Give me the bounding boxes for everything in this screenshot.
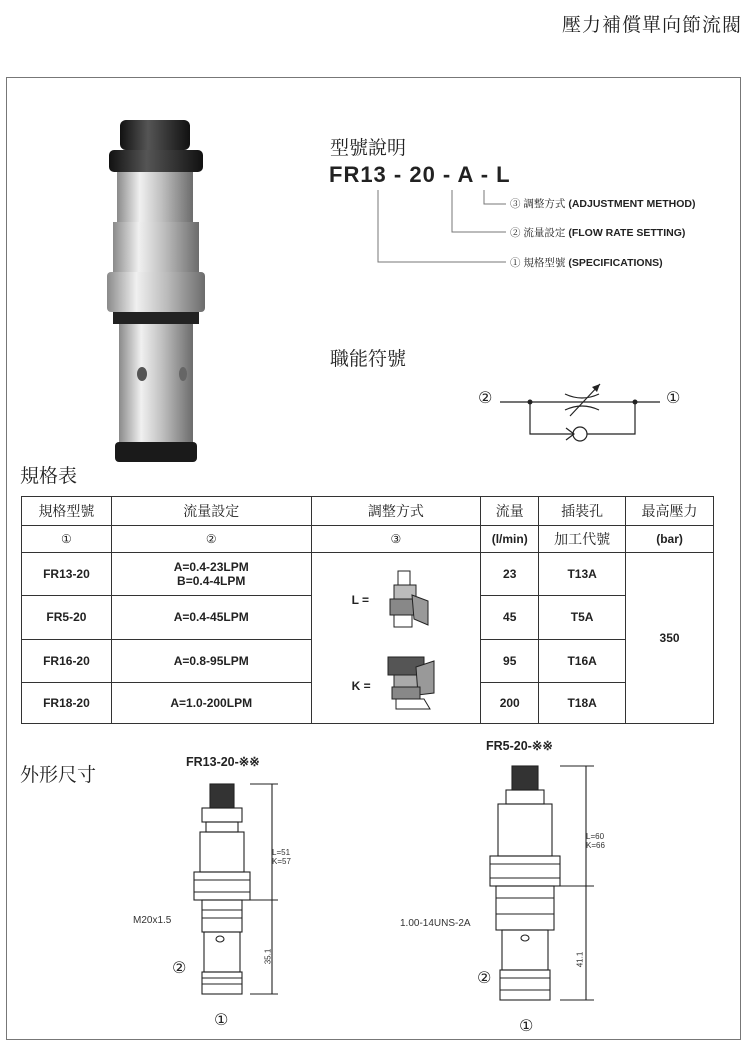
legend-adjustment: ③ 調整方式 (ADJUSTMENT METHOD): [510, 198, 696, 210]
header-flow-unit: (l/min): [481, 526, 539, 553]
row-cavity: T18A: [539, 682, 626, 723]
legend-flow-rate: ② 流量設定 (FLOW RATE SETTING): [510, 227, 686, 239]
page-title: 壓力補償單向節流閥: [561, 14, 742, 36]
valve-photo: [95, 112, 225, 472]
k-adjuster-drawing: [384, 653, 436, 711]
model-leader-lines: [370, 188, 520, 268]
spec-table: [21, 496, 714, 724]
right-drawing-label: FR5-20-※※: [486, 739, 553, 753]
model-code: FR13 - 20 - A - L: [329, 162, 511, 187]
row-setting: A=0.4-23LPM B=0.4-4LPM: [111, 553, 311, 596]
row-setting: A=0.4-45LPM: [111, 596, 311, 639]
header-cavity: 插裝孔: [539, 497, 626, 526]
row-flow: 95: [481, 639, 539, 682]
adjust-cell: [311, 553, 481, 724]
symbol-port-1: ①: [666, 388, 681, 407]
row-setting: A=0.8-95LPM: [111, 639, 311, 682]
header-flow: 流量: [481, 497, 539, 526]
left-port-2: ②: [172, 958, 187, 977]
row-model: FR16-20: [22, 639, 112, 682]
l-adjuster-drawing: [384, 569, 432, 631]
symbol-port-2: ②: [478, 388, 493, 407]
right-port-2: ②: [477, 968, 492, 987]
row-model: FR5-20: [22, 596, 112, 639]
fr13-outline-drawing: [180, 778, 290, 1010]
header-adjust-num: ③: [311, 526, 481, 553]
right-port-1: ①: [519, 1016, 534, 1035]
row-flow: 23: [481, 553, 539, 596]
row-cavity: T5A: [539, 596, 626, 639]
dimension-section-title: 外形尺寸: [20, 764, 97, 786]
header-pressure-unit: (bar): [626, 526, 714, 553]
left-drawing-label: FR13-20-※※: [186, 755, 260, 769]
fr5-outline-drawing: [480, 762, 600, 1014]
header-adjust: 調整方式: [311, 497, 481, 526]
pressure-value: 350: [626, 553, 714, 724]
left-thread-label: M20x1.5: [133, 915, 172, 926]
header-spec: 規格型號: [22, 497, 112, 526]
row-model: FR18-20: [22, 682, 112, 723]
row-setting: A=1.0-200LPM: [111, 682, 311, 723]
hydraulic-symbol: [500, 372, 665, 452]
row-flow: 200: [481, 682, 539, 723]
legend-specifications: ① 規格型號 (SPECIFICATIONS): [510, 257, 663, 269]
header-flow-setting: 流量設定: [111, 497, 311, 526]
left-length-labels: L=51 K=57: [272, 848, 291, 866]
header-flow-num: ②: [111, 526, 311, 553]
row-flow: 45: [481, 596, 539, 639]
symbol-section-title: 職能符號: [330, 348, 407, 370]
model-section-title: 型號說明: [330, 137, 407, 159]
header-spec-num: ①: [22, 526, 112, 553]
adjust-k-label: K =: [351, 679, 371, 693]
left-lower-dimension: 35.1: [263, 948, 273, 965]
right-lower-dimension: 41.1: [575, 951, 585, 968]
adjust-l-label: L =: [351, 593, 370, 607]
row-model: FR13-20: [22, 553, 112, 596]
header-cavity-2: 加工代號: [539, 526, 626, 553]
right-thread-label: 1.00-14UNS-2A: [400, 918, 471, 929]
row-cavity: T13A: [539, 553, 626, 596]
right-length-labels: L=60 K=66: [586, 832, 605, 850]
spec-section-title: 規格表: [20, 465, 78, 487]
left-port-1: ①: [214, 1010, 229, 1029]
header-pressure: 最高壓力: [626, 497, 714, 526]
row-cavity: T16A: [539, 639, 626, 682]
